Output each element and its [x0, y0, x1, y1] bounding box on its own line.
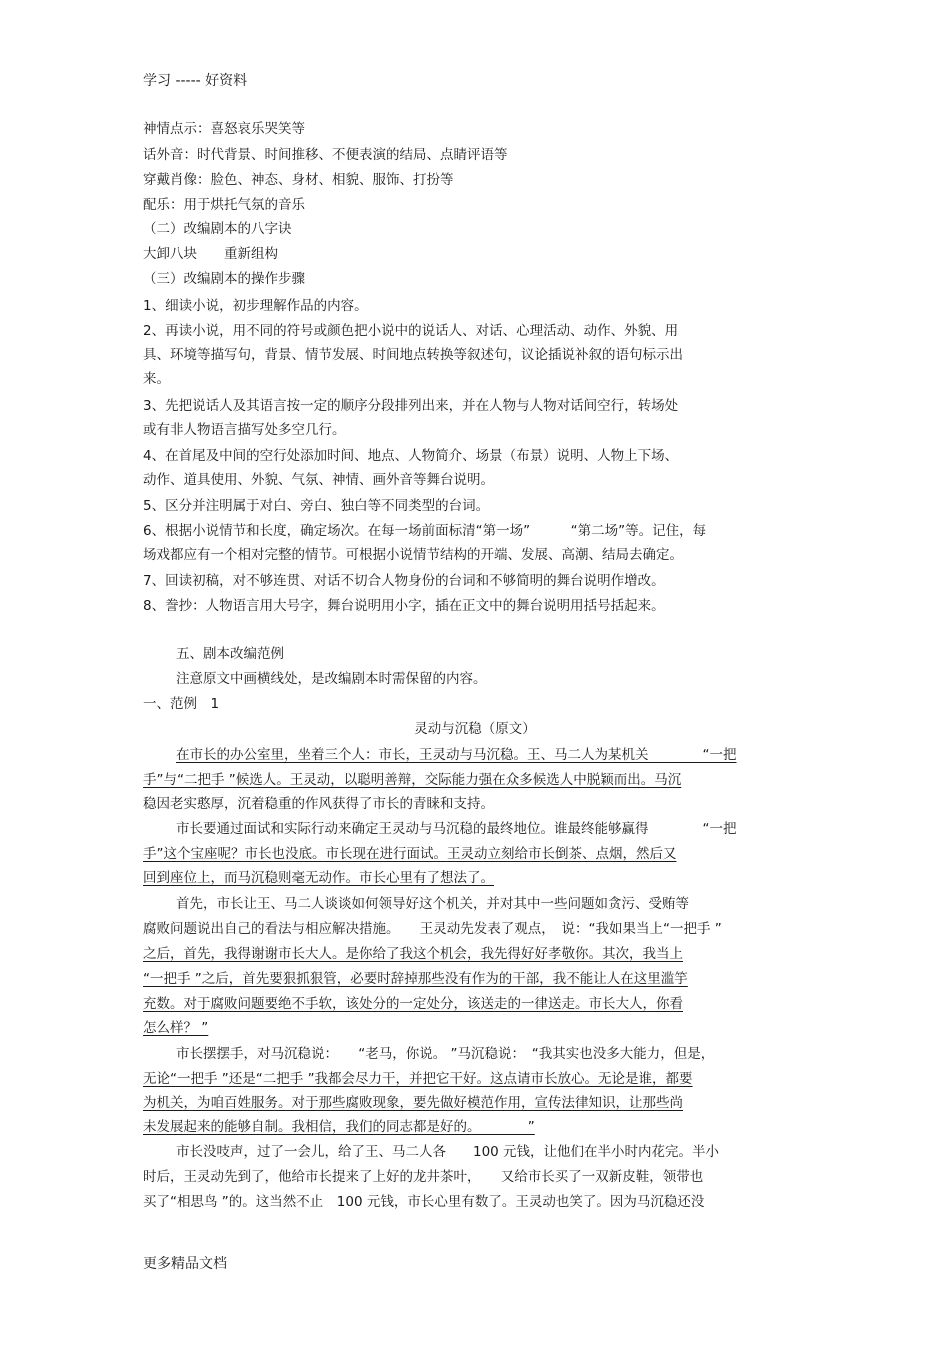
step-line: 5、区分并注明属于对白、旁白、独白等不同类型的台词。	[143, 498, 490, 514]
story-line: “一把手 ”之后，首先要狠抓狠管，必要时辞掉那些没有作为的干部，我不能让人在这里滥竽	[143, 971, 688, 987]
step-line: 8、誊抄：人物语言用大号字，舞台说明用小字，插在正文中的舞台说明用括号括起来。	[143, 598, 665, 614]
steps-heading: （三）改编剧本的操作步骤	[143, 271, 305, 287]
step-line: 具、环境等描写句，背景、情节发展、时间地点转换等叙述句，议论插说补叙的语句标示出	[143, 347, 683, 363]
method-item: 穿戴肖像：脸色、神态、身材、相貌、服饰、打扮等	[143, 172, 454, 188]
step-line: 1、细读小说，初步理解作品的内容。	[143, 298, 368, 314]
story-line: 在市长的办公室里，坐着三个人：市长，王灵动与马沉稳。王、马二人为某机关 “一把	[176, 747, 737, 763]
story-line: 时后，王灵动先到了，他给市长提来了上好的龙井茶叶， 又给市长买了一双新皮鞋，领带也	[143, 1169, 704, 1185]
step-line: 2、再读小说，用不同的符号或颜色把小说中的说话人、对话、心理活动、动作、外貌、用	[143, 323, 679, 339]
story-line: 稳因老实憨厚，沉着稳重的作风获得了市长的青睐和支持。	[143, 796, 494, 812]
story-line: 未发展起来的能够自制。我相信，我们的同志都是好的。 ”	[143, 1119, 535, 1135]
story-line: 手”这个宝座呢？市长也没底。市长现在进行面试。王灵动立刻给市长倒茶、点烟，然后又	[143, 846, 677, 862]
formula-text: 大卸八块 重新组构	[143, 246, 278, 262]
step-line: 6、根据小说情节和长度，确定场次。在每一场前面标清“第一场” “第二场”等。记住，每	[143, 523, 707, 539]
step-line: 7、回读初稿，对不够连贯、对话不切合人物身份的台词和不够简明的舞台说明作增改。	[143, 573, 665, 589]
examples-note: 注意原文中画横线处，是改编剧本时需保留的内容。	[176, 671, 487, 687]
story-line: 怎么样？ ”	[143, 1020, 209, 1036]
formula-heading: （二）改编剧本的八字诀	[143, 221, 292, 237]
story-line: 市长没吱声，过了一会儿，给了王、马二人各 100 元钱，让他们在半小时内花完。半小	[176, 1144, 720, 1160]
examples-heading: 五、剧本改编范例	[176, 646, 284, 662]
story-line: 之后，首先，我得谢谢市长大人。是你给了我这个机会，我先得好好孝敬你。其次，我当上	[143, 946, 683, 962]
story-line: 首先，市长让王、马二人谈谈如何领导好这个机关，并对其中一些问题如贪污、受贿等	[176, 896, 689, 912]
step-line: 4、在首尾及中间的空行处添加时间、地点、人物简介、场景（布景）说明、人物上下场、	[143, 448, 679, 464]
step-line: 动作、道具使用、外貌、气氛、神情、画外音等舞台说明。	[143, 472, 494, 488]
story-line: 市长要通过面试和实际行动来确定王灵动与马沉稳的最终地位。谁最终能够赢得 “一把	[176, 821, 737, 837]
story-line: 充数。对于腐败问题要绝不手软，该处分的一定处分，该送走的一律送走。市长大人，你看	[143, 996, 683, 1012]
story-line: 腐败问题说出自己的看法与相应解决措施。 王灵动先发表了观点， 说：“我如果当上“一把手 ”	[143, 921, 722, 937]
story-line: 买了“相思鸟 ”的。这当然不止 100 元钱，市长心里有数了。王灵动也笑了。因为马沉稳还没	[143, 1194, 705, 1210]
page-footer: 更多精品文档	[143, 1256, 227, 1272]
method-item: 话外音：时代背景、时间推移、不便表演的结局、点睛评语等	[143, 147, 508, 163]
step-line: 或有非人物语言描写处多空几行。	[143, 422, 346, 438]
story-line: 无论“一把手 ”还是“二把手 ”我都会尽力干，并把它干好。这点请市长放心。无论是谁，都要	[143, 1071, 693, 1087]
step-line: 来。	[143, 371, 170, 387]
story-line: 手”与“二把手 ”候选人。王灵动，以聪明善辩，交际能力强在众多候选人中脱颖而出。马沉	[143, 772, 682, 788]
story-line: 回到座位上，而马沉稳则毫无动作。市长心里有了想法了。	[143, 870, 494, 886]
step-line: 3、先把说话人及其语言按一定的顺序分段排列出来，并在人物与人物对话间空行，转场处	[143, 398, 679, 414]
step-line: 场戏都应有一个相对完整的情节。可根据小说情节结构的开端、发展、高潮、结局去确定。	[143, 547, 683, 563]
method-item: 神情点示：喜怒哀乐哭笑等	[143, 121, 305, 137]
story-line: 市长摆摆手，对马沉稳说： “老马，你说。 ”马沉稳说： “我其实也没多大能力，但是，	[176, 1046, 715, 1062]
story-title: 灵动与沉稳（原文）	[414, 721, 536, 737]
example-label: 一、范例 1	[143, 696, 220, 712]
page-header: 学习 ----- 好资料	[143, 73, 248, 89]
method-item: 配乐：用于烘托气氛的音乐	[143, 197, 305, 213]
story-line: 为机关，为咱百姓服务。对于那些腐败现象，要先做好模范作用，宣传法律知识，让那些尚	[143, 1095, 683, 1111]
